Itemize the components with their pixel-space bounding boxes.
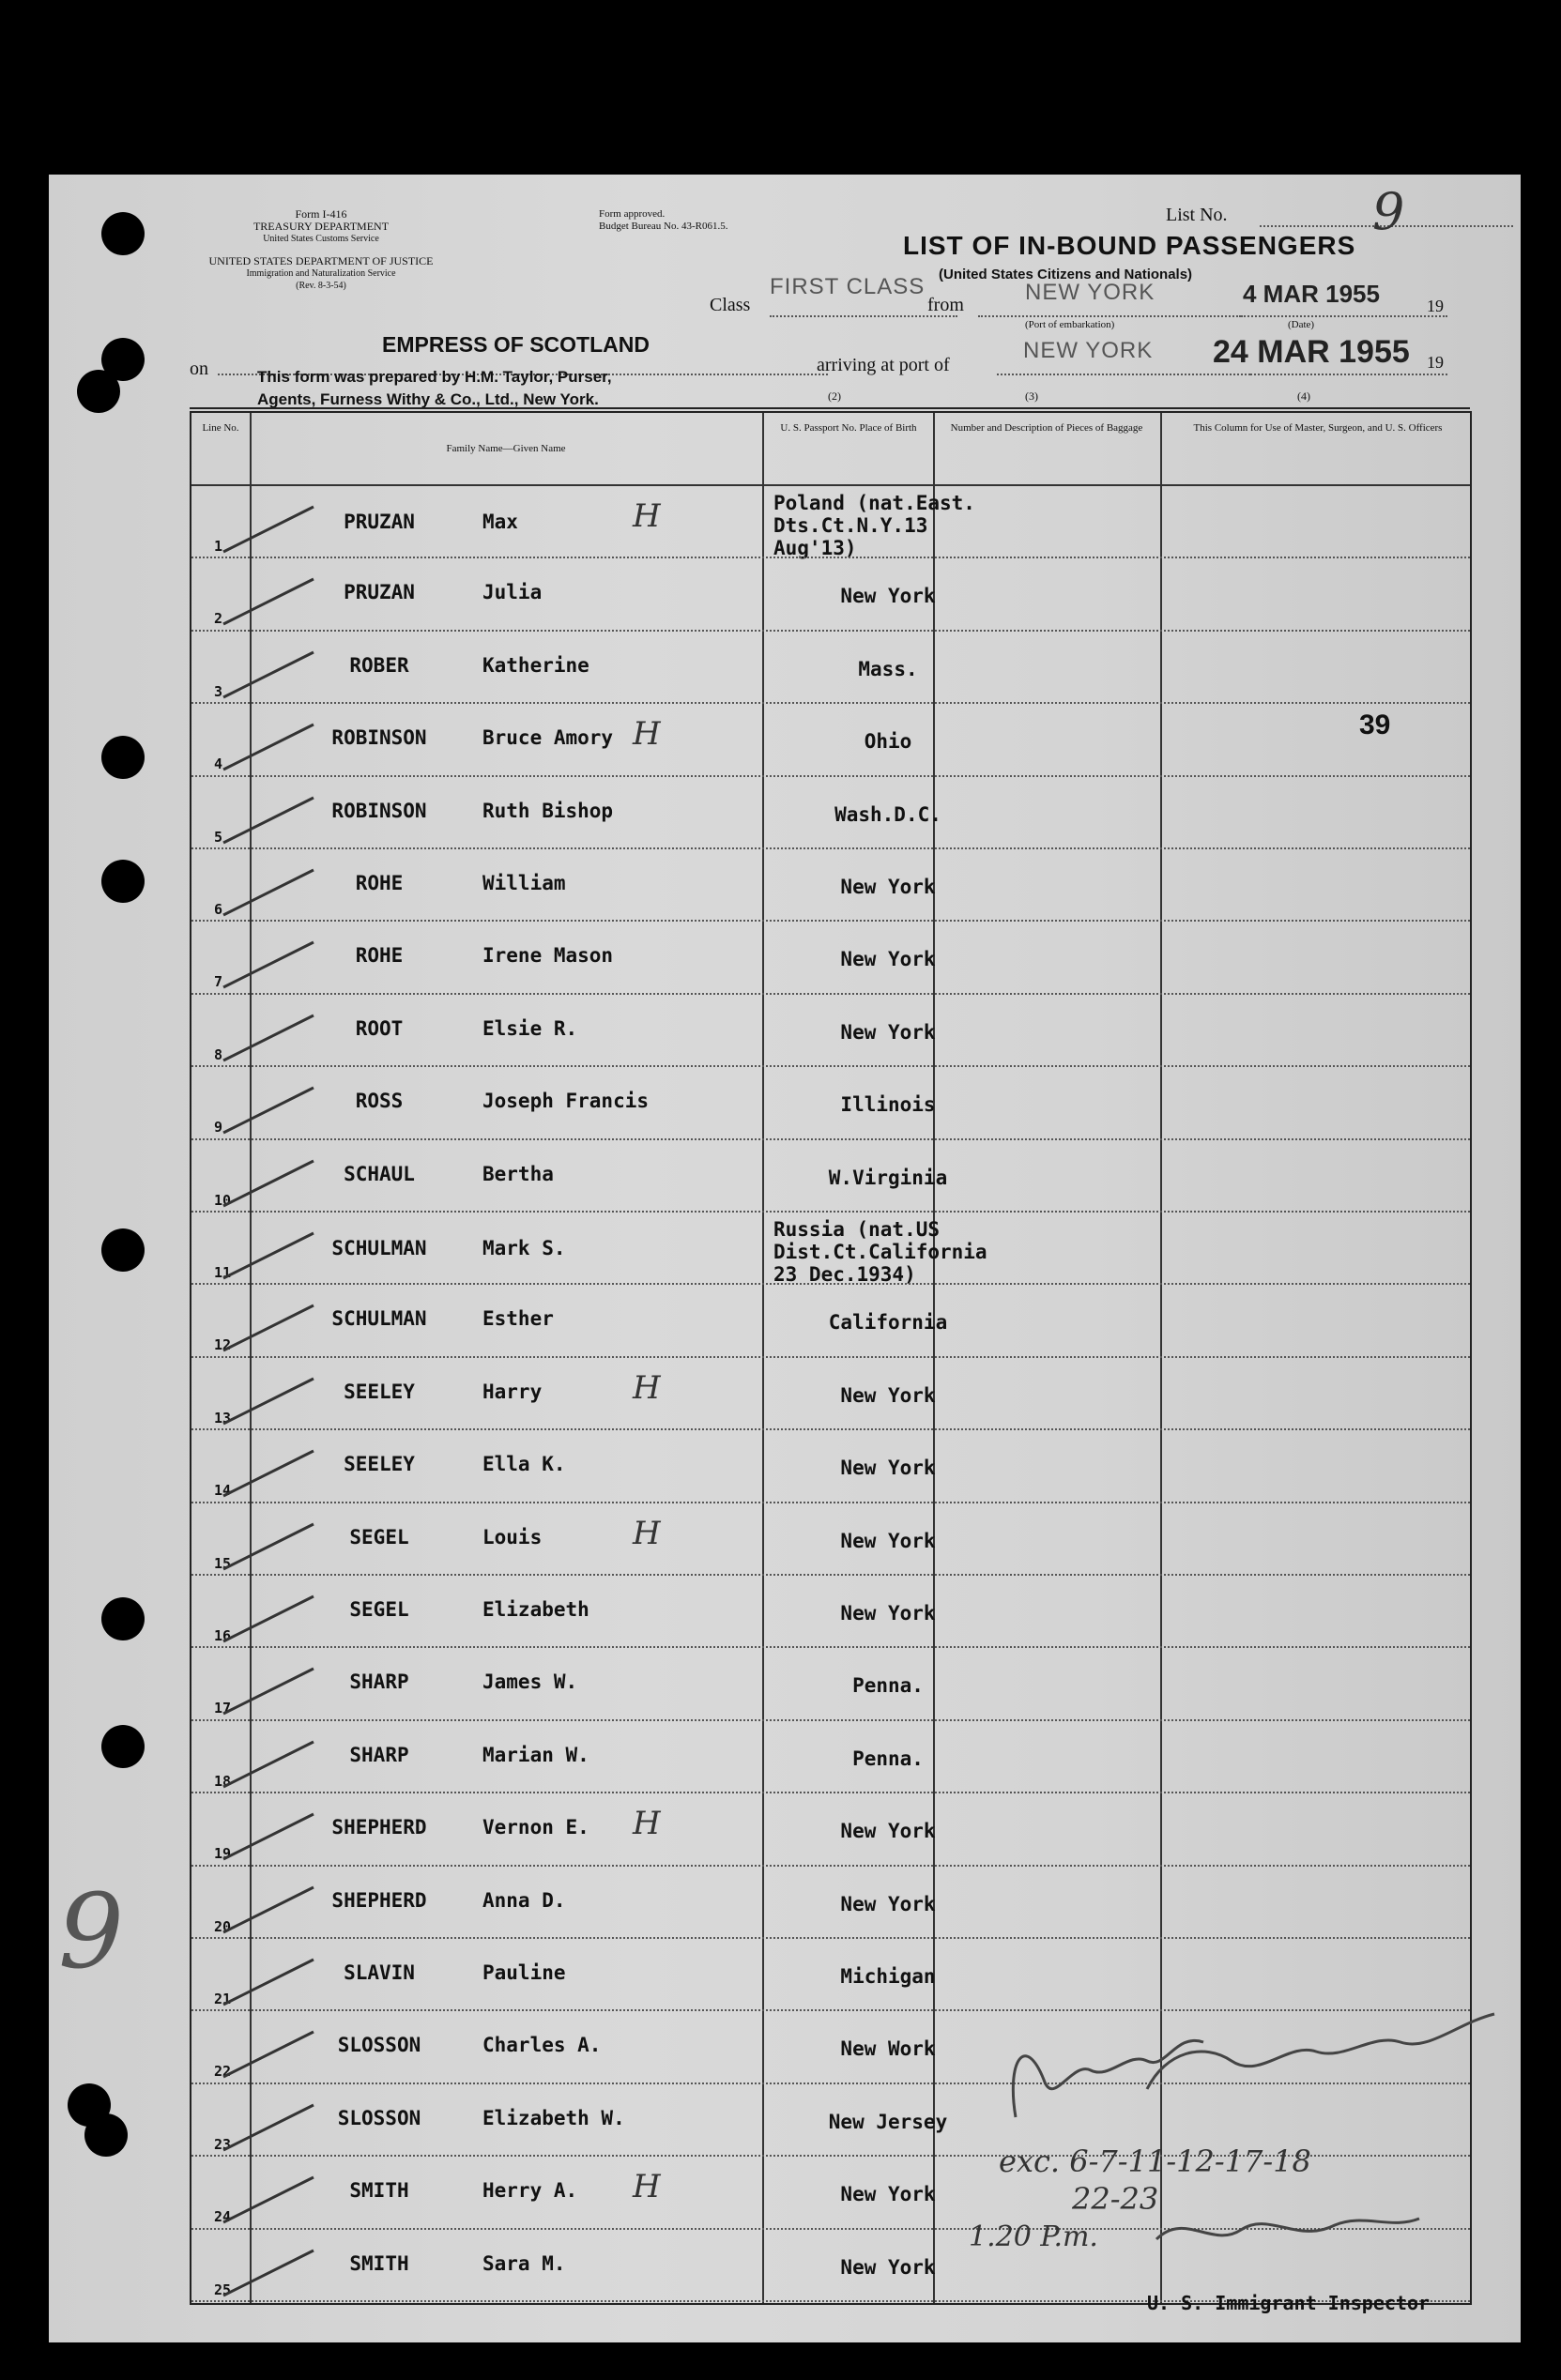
family-name: SHEPHERD — [331, 1816, 427, 1839]
punch-hole — [101, 212, 145, 255]
given-name: Irene Mason — [482, 944, 614, 968]
given-name: Esther — [482, 1307, 554, 1331]
place-of-birth: New York — [840, 1602, 936, 1625]
date-caption: (Date) — [1288, 319, 1315, 330]
place-of-birth: New York — [840, 1529, 936, 1552]
line-number: 19 — [214, 1845, 232, 1863]
line-number: 6 — [214, 901, 223, 918]
col-number-2: (2) — [828, 389, 841, 403]
place-of-birth: New Work — [840, 2037, 936, 2061]
line-number: 15 — [214, 1554, 232, 1572]
punch-hole — [101, 860, 145, 903]
check-mark — [220, 2096, 323, 2154]
exception-lines-2: 22-23 — [1072, 2181, 1159, 2217]
given-name: Bertha — [482, 1162, 554, 1185]
family-name: SEGEL — [349, 1525, 409, 1549]
place-of-birth: Ohio — [864, 730, 912, 754]
place-of-birth: New York — [840, 876, 936, 898]
given-name: Pauline — [482, 1961, 566, 1984]
arrival-date-line — [1250, 374, 1447, 375]
class-value: FIRST CLASS — [770, 274, 926, 299]
table-row — [191, 995, 1470, 1067]
document-title: LIST OF IN-BOUND PASSENGERS — [903, 231, 1356, 260]
line-number: 24 — [214, 2208, 232, 2226]
line-number: 17 — [214, 1700, 232, 1717]
check-mark — [220, 1296, 323, 1354]
given-name: Louis — [482, 1525, 543, 1549]
manifest-page — [49, 175, 1521, 2342]
given-name: Max — [482, 511, 518, 533]
family-name: SCHULMAN — [331, 1237, 427, 1259]
family-name: ROBER — [349, 653, 409, 677]
given-name: Charles A. — [482, 2034, 602, 2057]
place-of-birth: New York — [840, 1020, 936, 1044]
year-suffix: 19 — [1427, 297, 1444, 315]
place-of-birth: New York — [840, 1892, 936, 1915]
family-name: ROBINSON — [331, 799, 427, 822]
line-number: 4 — [214, 755, 223, 773]
place-of-birth: Russia (nat.US Dist.Ct.California 23 Dec.1934) — [773, 1218, 987, 1286]
line-number: 11 — [214, 1264, 232, 1281]
from-line — [978, 315, 1241, 317]
line-number: 13 — [214, 1409, 232, 1426]
family-name: SMITH — [349, 2251, 409, 2275]
given-name: William — [482, 872, 566, 894]
date-line — [1241, 315, 1447, 317]
check-mark — [220, 570, 323, 628]
given-name: Katherine — [482, 653, 589, 677]
inspector-label: U. S. Immigrant Inspector — [1147, 2292, 1431, 2314]
line-number: 2 — [214, 610, 223, 628]
side-number: 9 — [58, 1871, 124, 1991]
given-name: Vernon E. — [482, 1816, 589, 1839]
inspector-initials — [1147, 2202, 1429, 2258]
handwritten-mark: H — [633, 2168, 661, 2206]
place-of-birth: New Jersey — [828, 2110, 948, 2133]
check-mark — [220, 2022, 323, 2081]
line-number: 9 — [214, 1119, 223, 1137]
line-number: 18 — [214, 1772, 232, 1790]
punch-hole — [101, 736, 145, 779]
line-number: 23 — [214, 2135, 232, 2153]
table-row — [191, 1867, 1470, 1939]
col-number-3: (3) — [1025, 389, 1038, 403]
place-of-birth: New York — [840, 585, 936, 608]
table-row — [191, 777, 1470, 849]
line-number: 22 — [214, 2063, 232, 2081]
given-name: Elsie R. — [482, 1016, 578, 1040]
header-officers: This Column for Use of Master, Surgeon, and U. S. Officers — [1193, 422, 1443, 434]
check-mark — [220, 1587, 323, 1645]
check-mark — [220, 1369, 323, 1427]
given-name: Anna D. — [482, 1888, 566, 1912]
family-name: ROHE — [355, 872, 404, 894]
exception-lines: exc. 6-7-11-12-17-18 — [999, 2144, 1311, 2179]
handwritten-mark: H — [633, 715, 661, 754]
inspector-signature — [987, 1976, 1513, 2145]
family-name: SLOSSON — [337, 2034, 421, 2057]
place-of-birth: New York — [840, 1820, 936, 1843]
line-number: 10 — [214, 1191, 232, 1209]
table-row — [191, 1721, 1470, 1793]
check-mark — [220, 1006, 323, 1064]
header-name: Family Name—Given Name — [446, 443, 566, 454]
table-row — [191, 1213, 1470, 1285]
place-of-birth: Michigan — [840, 1965, 936, 1988]
given-name: Marian W. — [482, 1743, 589, 1766]
family-name: ROBINSON — [331, 726, 427, 750]
ins-service: Immigration and Naturalization Service — [246, 268, 396, 279]
line-number: 21 — [214, 1991, 232, 2007]
check-mark — [220, 788, 323, 847]
arriving-label: arriving at port of — [817, 355, 950, 375]
line-number: 7 — [214, 973, 223, 991]
header-passport: U. S. Passport No. Place of Birth — [780, 422, 917, 434]
table-row — [191, 486, 1470, 558]
given-name: Ella K. — [482, 1453, 566, 1476]
arrival-port-line — [997, 374, 1250, 375]
check-mark — [220, 1442, 323, 1500]
table-row — [191, 1576, 1470, 1648]
line-number: 5 — [214, 828, 223, 846]
handwritten-mark: H — [633, 497, 661, 535]
table-row — [191, 1430, 1470, 1503]
given-name: Joseph Francis — [482, 1090, 650, 1113]
check-mark — [220, 1805, 323, 1863]
arrival-time: 1.20 P.m. — [969, 2220, 1098, 2253]
list-no-label: List No. — [1166, 205, 1228, 225]
table-row — [191, 1285, 1470, 1357]
given-name: Elizabeth — [482, 1598, 589, 1621]
arrival-date: 24 MAR 1955 — [1213, 334, 1410, 370]
check-mark — [220, 643, 323, 701]
header-baggage: Number and Description of Pieces of Baggage — [950, 422, 1143, 434]
family-name: PRUZAN — [344, 581, 415, 604]
customs-service: United States Customs Service — [263, 234, 379, 244]
table-row — [191, 704, 1470, 776]
given-name: Ruth Bishop — [482, 799, 614, 822]
prepared-by-line1: This form was prepared by H.M. Taylor, Purser, — [257, 368, 612, 386]
check-mark — [220, 497, 323, 556]
vessel-name: EMPRESS OF SCOTLAND — [382, 332, 650, 357]
check-mark — [220, 933, 323, 991]
family-name: SLOSSON — [337, 2106, 421, 2129]
line-number: 16 — [214, 1627, 232, 1644]
place-of-birth: W.Virginia — [828, 1166, 948, 1189]
check-mark — [220, 715, 323, 773]
punch-hole — [101, 1725, 145, 1768]
place-of-birth: Wash.D.C. — [834, 802, 941, 826]
line-number: 12 — [214, 1336, 232, 1354]
line-number: 8 — [214, 1045, 223, 1063]
officer-count: 39 — [1359, 709, 1391, 740]
check-mark — [220, 1950, 323, 2008]
punch-hole — [101, 1597, 145, 1640]
form-revision: (Rev. 8-3-54) — [296, 281, 346, 291]
table-row — [191, 1358, 1470, 1430]
list-no-value: 9 — [1372, 182, 1405, 241]
family-name: SEELEY — [344, 1380, 415, 1403]
given-name: Sara M. — [482, 2251, 566, 2275]
form-number: Form I-416 — [295, 207, 347, 221]
header-rule — [190, 407, 1470, 409]
family-name: SHEPHERD — [331, 1888, 427, 1912]
family-name: ROHE — [355, 944, 404, 968]
family-name: PRUZAN — [344, 511, 415, 533]
table-row — [191, 1793, 1470, 1866]
form-approved: Form approved. — [599, 208, 666, 220]
given-name: Mark S. — [482, 1237, 566, 1259]
family-name: SHARP — [349, 1743, 409, 1766]
place-of-birth: New York — [840, 2255, 936, 2279]
check-mark — [220, 1224, 323, 1282]
justice-dept: UNITED STATES DEPARTMENT OF JUSTICE — [208, 254, 434, 267]
punch-hole — [101, 1228, 145, 1272]
given-name: Julia — [482, 581, 543, 604]
family-name: SCHULMAN — [331, 1307, 427, 1331]
place-of-birth: Poland (nat.East. Dts.Ct.N.Y.13 Aug'13) — [773, 492, 975, 559]
given-name: James W. — [482, 1671, 578, 1694]
handwritten-mark: H — [633, 1514, 661, 1552]
family-name: SCHAUL — [344, 1162, 415, 1185]
place-of-birth: Penna. — [852, 1747, 924, 1770]
handwritten-mark: H — [633, 1805, 661, 1843]
line-number: 1 — [214, 538, 223, 555]
on-label: on — [190, 359, 208, 379]
line-number: 20 — [214, 1917, 232, 1935]
budget-bureau: Budget Bureau No. 43-R061.5. — [599, 221, 728, 232]
check-mark — [220, 2241, 323, 2299]
treasury-dept: TREASURY DEPARTMENT — [253, 220, 390, 233]
header-line-no: Line No. — [202, 422, 239, 434]
handwritten-mark: H — [633, 1368, 661, 1407]
given-name: Harry — [482, 1380, 543, 1403]
table-row — [191, 632, 1470, 704]
family-name: SMITH — [349, 2179, 409, 2203]
family-name: SEELEY — [344, 1453, 415, 1476]
check-mark — [220, 1078, 323, 1137]
given-name: Elizabeth W. — [482, 2106, 625, 2129]
from-port: NEW YORK — [1025, 280, 1155, 305]
document-subtitle: (United States Citizens and Nationals) — [939, 267, 1193, 282]
family-name: SEGEL — [349, 1598, 409, 1621]
class-label: Class — [710, 295, 751, 315]
check-mark — [220, 2168, 323, 2226]
year-suffix-2: 19 — [1427, 353, 1444, 372]
from-label: from — [927, 295, 964, 315]
check-mark — [220, 861, 323, 919]
table-row — [191, 1648, 1470, 1720]
prepared-by-line2: Agents, Furness Withy & Co., Ltd., New York. — [257, 390, 599, 408]
place-of-birth: New York — [840, 2183, 936, 2206]
table-row — [191, 1140, 1470, 1213]
family-name: ROSS — [355, 1090, 404, 1113]
table-row — [191, 922, 1470, 994]
port-embarkation-caption: (Port of embarkation) — [1025, 319, 1115, 330]
place-of-birth: Mass. — [858, 657, 918, 680]
family-name: ROOT — [355, 1016, 404, 1040]
place-of-birth: New York — [840, 1383, 936, 1407]
place-of-birth: Illinois — [840, 1093, 936, 1117]
place-of-birth: New York — [840, 1457, 936, 1480]
departure-date: 4 MAR 1955 — [1243, 280, 1380, 308]
punch-hole — [84, 2113, 128, 2157]
line-number: 3 — [214, 682, 223, 700]
line-number: 25 — [214, 2281, 232, 2298]
table-row — [191, 558, 1470, 631]
check-mark — [220, 1152, 323, 1210]
family-name: SHARP — [349, 1671, 409, 1694]
given-name: Bruce Amory — [482, 726, 614, 750]
place-of-birth: Penna. — [852, 1674, 924, 1698]
place-of-birth: California — [828, 1311, 948, 1335]
punch-hole — [77, 370, 120, 413]
given-name: Herry A. — [482, 2179, 578, 2203]
arrival-port: NEW YORK — [1023, 338, 1154, 363]
col-number-4: (4) — [1297, 389, 1310, 403]
table-row — [191, 849, 1470, 922]
check-mark — [220, 1732, 323, 1791]
line-number: 14 — [214, 1482, 232, 1500]
table-row — [191, 1067, 1470, 1139]
table-row — [191, 1503, 1470, 1576]
family-name: SLAVIN — [344, 1961, 415, 1984]
check-mark — [220, 1878, 323, 1936]
check-mark — [220, 1659, 323, 1717]
check-mark — [220, 1515, 323, 1573]
place-of-birth: New York — [840, 948, 936, 971]
